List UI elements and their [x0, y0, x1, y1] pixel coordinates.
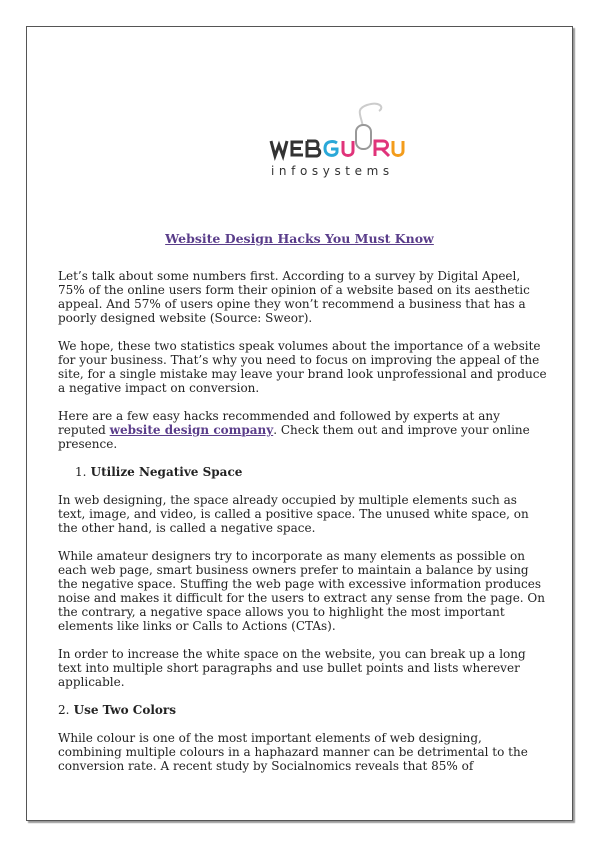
heading-1-number: 1.: [75, 465, 87, 479]
heading-2-text: Use Two Colors: [73, 703, 176, 717]
website-design-company-link[interactable]: website design company: [109, 423, 274, 437]
letter-g: [325, 142, 337, 156]
paragraph-white-space: In order to increase the white space on the website, you can break up a long text into multiple short paragraphs and use bullet points and lists wherever applicable.: [58, 647, 526, 689]
paragraph-negative-space: While amateur designers try to incorporate as many elements as possible on each web page, smart business owners prefer to maintain a balance by using the negative space. Stuffing the web page with excessive information produces noise and makes it difficult for the users to extract any sense from the page. On the contrary, a negative space allows you to highlight the most important elements like links or Calls to Actions (CTAs).: [58, 549, 546, 633]
paragraph-colours: While colour is one of the most important elements of web designing, combining multiple colours in a haphazard manner can be detrimental to the conversion rate. A recent study by Socialnomics reveals that 85% of: [58, 731, 528, 773]
mouse-icon: [356, 125, 371, 149]
letter-e: [292, 142, 303, 155]
heading-2-number: 2.: [58, 703, 70, 717]
paragraph-statistics: We hope, these two statistics speak volumes about the importance of a website for your business. That’s why you need to focus on improving the appeal of the site, for a single mistake may leave your brand look unprofessional and produce a negative impact on conversion.: [58, 339, 547, 395]
paragraph-hacks-before: Here are a few easy hacks recommended and followed by experts at any reputed: [58, 409, 500, 437]
document-page: [26, 26, 573, 821]
webguru-logo-graphic: [243, 97, 413, 167]
heading-two-colors: [58, 703, 548, 717]
letter-b: [307, 141, 320, 156]
letter-w: [271, 141, 287, 156]
heading-negative-space: [58, 465, 548, 479]
paragraph-hacks-after: . Check them out and improve your online presence.: [58, 423, 530, 451]
paragraph-intro: Let’s talk about some numbers first. According to a survey by Digital Apeel, 75% of the online users form their opinion of a website based on its aesthetic appeal. And 57% of users opine they won’t recommend a business that has a poorly designed website (Source: Sweor).: [58, 269, 530, 325]
letter-u-first: [343, 141, 353, 156]
heading-1-text: Utilize Negative Space: [90, 465, 243, 479]
document-title[interactable]: Website Design Hacks You Must Know: [165, 231, 434, 246]
letter-r: [375, 141, 389, 156]
paragraph-hacks-intro: [58, 409, 548, 451]
letter-u-second: [393, 141, 403, 156]
document-body: [58, 269, 548, 787]
logo-tagline: infosystems: [271, 164, 394, 178]
paragraph-positive-space: In web designing, the space already occupied by multiple elements such as text, image, and video, is called a positive space. The unused white space, on the other hand, is called a negative space.: [58, 493, 529, 535]
mouse-cable: [360, 104, 382, 127]
